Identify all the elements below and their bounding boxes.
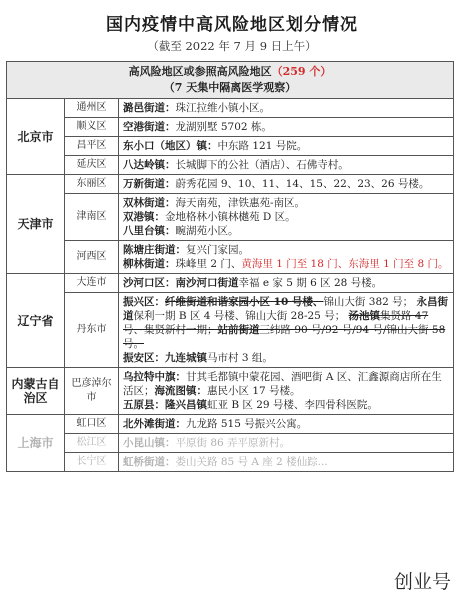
table-header-row — [7, 62, 454, 99]
city-cell-beijing: 北京市 — [7, 99, 65, 175]
table-row — [7, 175, 454, 194]
district-cell: 大连市 — [65, 274, 119, 293]
detail-cell: 陈塘庄街道：复兴门家园。 柳林街道：珠峰里 2 门、黄海里 1 门至 18 门、东海里 1 门至 8 门。 — [119, 241, 454, 274]
detail-cell: 东小口（地区）镇：中东路 121 号院。 — [119, 137, 454, 156]
table-row — [7, 241, 454, 274]
table-row — [7, 434, 454, 453]
detail-cell: 北外滩街道：九龙路 515 号振兴公寓。 — [119, 415, 454, 434]
city-cell-liaoning: 辽宁省 — [7, 274, 65, 368]
header-title: 高风险地区或参照高风险地区 — [128, 65, 272, 78]
detail-cell: 万新街道：蔚秀花园 9、10、11、14、15、22、23、26 号楼。 — [119, 175, 454, 194]
table-row — [7, 99, 454, 118]
district-cell: 虹口区 — [65, 415, 119, 434]
detail-cell: 虹桥街道：娄山关路 85 号 A 座 2 楼仙踪... — [119, 453, 454, 472]
page-title: 国内疫情中高风险地区划分情况 — [106, 15, 358, 35]
table-row — [7, 453, 454, 472]
table-header — [7, 62, 454, 99]
watermark-logo: 创业号 — [391, 567, 454, 594]
table-row — [7, 118, 454, 137]
detail-cell: 潞邑街道：珠江拉维小镇小区。 — [119, 99, 454, 118]
detail-cell: 小昆山镇：平原街 86 弄平原新村。 — [119, 434, 454, 453]
detail-cell: 空港街道：龙湖别墅 5702 栋。 — [119, 118, 454, 137]
district-cell: 昌平区 — [65, 137, 119, 156]
district-cell: 巴彦淖尔市 — [65, 368, 119, 415]
date-subtitle: （截至 2022 年 7 月 9 日上午） — [147, 39, 317, 53]
header-count: （259 个） — [271, 65, 332, 78]
district-cell: 东丽区 — [65, 175, 119, 194]
detail-cell: 沙河口区：南沙河口街道幸福 e 家 5 期 6 区 28 号楼。 — [119, 274, 454, 293]
header-note: （7 天集中隔离医学观察） — [163, 81, 297, 94]
district-cell: 河西区 — [65, 241, 119, 274]
risk-area-table — [6, 61, 454, 472]
detail-cell: 振兴区：纤维街道和谐家园小区 10 号楼、锦山大街 382 号； 永昌街道保利一期 B 区 4 号楼、锦山大街 28-25 号； 汤池镇集贤路 47 号、集贤新村一期；站前街道三纬路 90 号/92 号/94 号/锦山大街 58 号。 振安区：九连城镇马市村 3 组。 — [119, 293, 454, 368]
table-row — [7, 194, 454, 241]
table-row — [7, 156, 454, 175]
district-cell: 顺义区 — [65, 118, 119, 137]
table-row — [7, 137, 454, 156]
district-cell: 松江区 — [65, 434, 119, 453]
table-row — [7, 368, 454, 415]
detail-cell: 双林街道：海天南苑，津铁惠苑-南区。 双港镇：金地格林小镇林樾苑 D 区。 八里台镇：畹湖苑小区。 — [119, 194, 454, 241]
district-cell: 延庆区 — [65, 156, 119, 175]
city-cell-shanghai: 上海市 — [7, 415, 65, 472]
district-cell: 丹东市 — [65, 293, 119, 368]
detail-cell: 乌拉特中旗：甘其毛都镇中蒙花园、酒吧街 A 区、汇鑫源商店所在生活区；海流图镇：惠民小区 17 号楼。 五原县：隆兴昌镇虹亚 B 区 29 号楼、李四骨科医院。 — [119, 368, 454, 415]
table-row — [7, 274, 454, 293]
detail-cell: 八达岭镇：长城脚下的公社（酒店）、石佛寺村。 — [119, 156, 454, 175]
district-cell: 长宁区 — [65, 453, 119, 472]
district-cell: 津南区 — [65, 194, 119, 241]
table-row — [7, 415, 454, 434]
district-cell: 通州区 — [65, 99, 119, 118]
city-cell-neimenggu: 内蒙古自治区 — [7, 368, 65, 415]
table-row — [7, 293, 454, 368]
city-cell-tianjin: 天津市 — [7, 175, 65, 274]
